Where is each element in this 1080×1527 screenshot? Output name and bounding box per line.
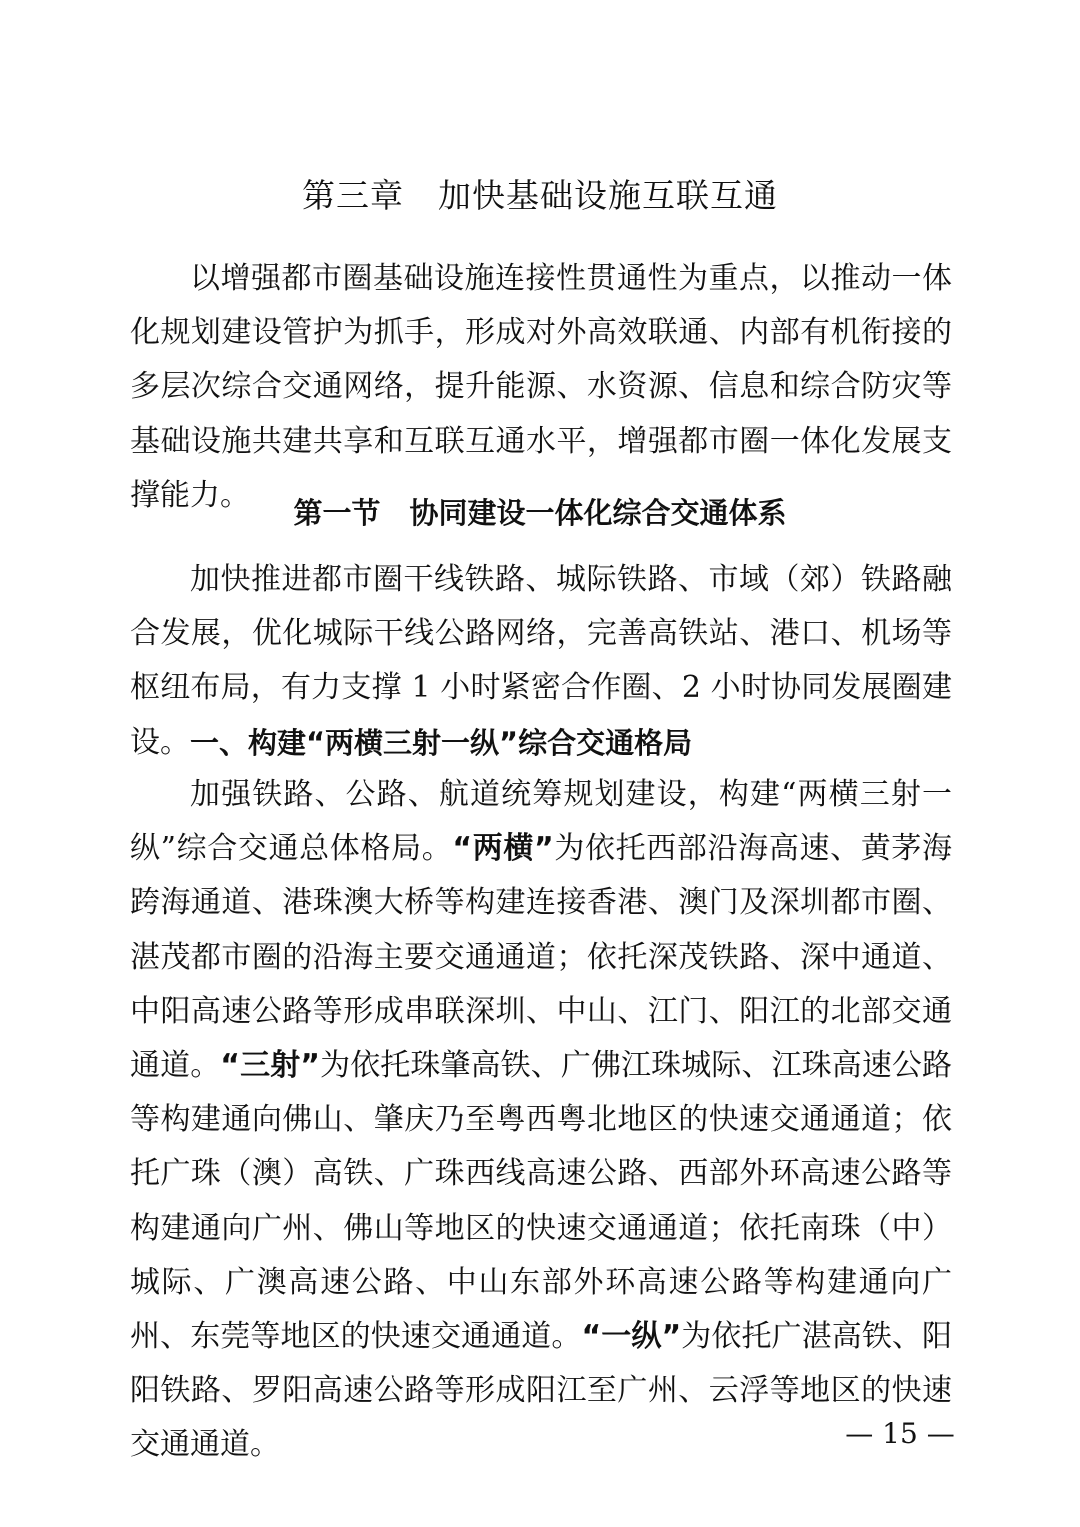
paragraph-text: 为依托广湛高铁、阳阳铁路、罗阳高速公路等形成阳江至广州、云浮等地区的快速交通通道。 [130,1319,953,1463]
section-heading: 第一节 协同建设一体化综合交通体系 [293,496,787,530]
intro-paragraph: 以增强都市圈基础设施连接性贯通性为重点，以推动一体化规划建设管护为抓手，形成对外高效联通、内部有机衔接的多层次综合交通网络，提升能源、水资源、信息和综合防灾等基础设施共建共享和互联互通水平，增强都市圈一体化发展支撑能力。 [130,261,952,513]
bold-term-liangheng: “两横” [452,831,554,867]
paragraph-text: 为依托珠肇高铁、广佛江珠城际、江珠高速公路等构建通向佛山、肇庆乃至粤西粤北地区的快速交通通道；依托广珠（澳）高铁、广珠西线高速公路、西部外环高速公路等构建通向广州、佛山等地区的快速交通通道；依托南珠（中）城际、广澳高速公路、中山东部外环高速公路等构建通向广州、东莞等地区的快速交通通道。 [130,1048,953,1355]
bold-term-sanshe: “三射” [220,1048,321,1084]
paragraph-text: 加强铁路、公路、航道统筹规划建设，构建“两横三射一纵”综合交通总体格局。 [130,777,952,867]
page-number: — 15 — [845,1417,955,1450]
sub-heading: 一、构建“两横三射一纵”综合交通格局 [190,726,693,760]
layout-paragraph [130,768,952,1473]
paragraph-text: 为依托西部沿海高速、黄茅海跨海通道、港珠澳大桥等构建连接香港、澳门及深圳都市圈、湛茂都市圈的沿海主要交通通道；依托深茂铁路、深中通道、中阳高速公路等形成串联深圳、中山、江门、阳江的北部交通通道。 [130,831,953,1084]
bold-term-yizong: “一纵” [581,1319,682,1355]
section-paragraph: 加快推进都市圈干线铁路、城际铁路、市域（郊）铁路融合发展，优化城际干线公路网络，完善高铁站、港口、机场等枢纽布局，有力支撑 1 小时紧密合作圈、2 小时协同发展圈建设。 [130,562,952,760]
chapter-title: 第三章 加快基础设施互联互通 [302,176,778,215]
